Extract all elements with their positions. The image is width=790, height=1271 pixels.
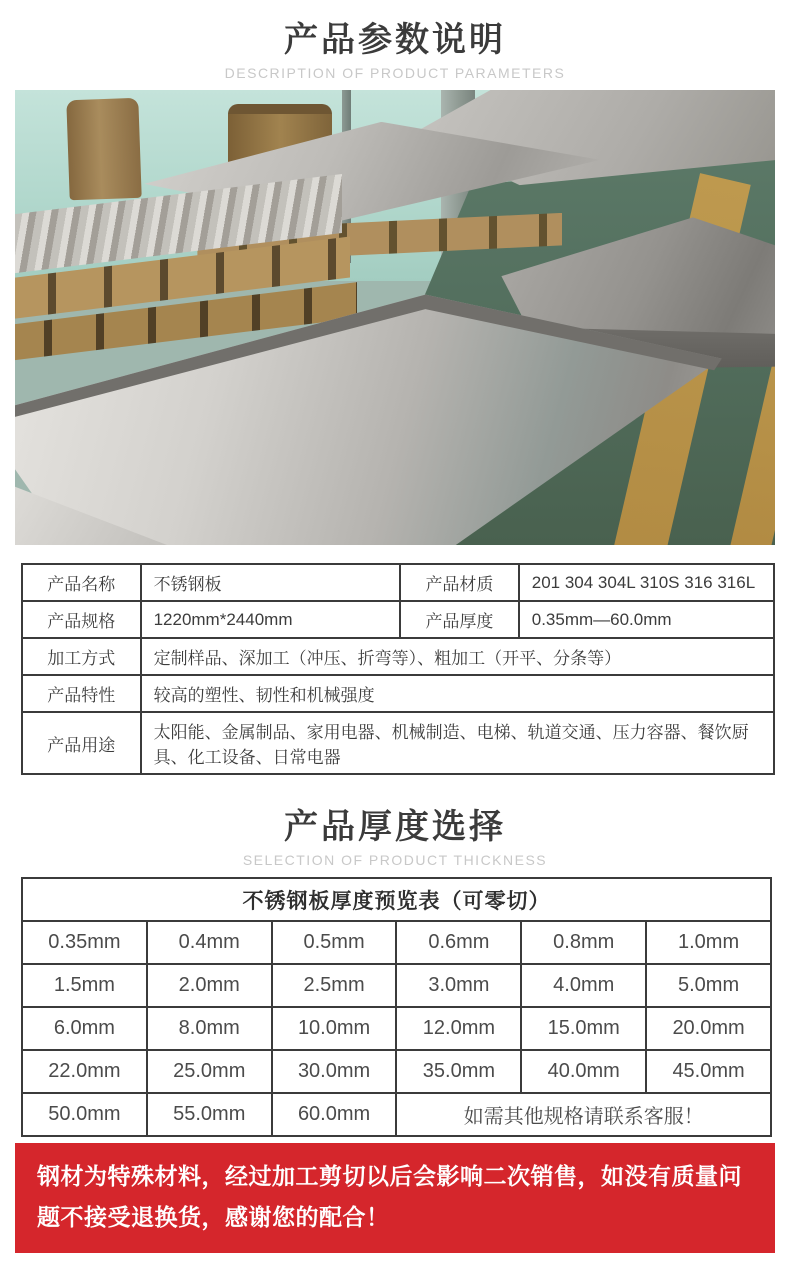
table-row	[22, 964, 771, 1007]
thickness-cell: 40.0mm	[521, 1050, 646, 1093]
thickness-cell: 20.0mm	[646, 1007, 771, 1050]
thickness-cell: 3.0mm	[396, 964, 521, 1007]
thickness-cell: 1.5mm	[22, 964, 147, 1007]
thickness-cell: 1.0mm	[646, 921, 771, 964]
thickness-cell: 12.0mm	[396, 1007, 521, 1050]
thickness-cell: 30.0mm	[272, 1050, 397, 1093]
table-row	[22, 1093, 771, 1136]
thickness-cell: 0.8mm	[521, 921, 646, 964]
product-params-table	[21, 563, 775, 775]
thickness-cell: 2.0mm	[147, 964, 272, 1007]
thickness-cell: 15.0mm	[521, 1007, 646, 1050]
param-label: 加工方式	[22, 638, 141, 675]
thickness-table-title: 不锈钢板厚度预览表（可零切）	[22, 878, 771, 921]
thickness-cell: 0.35mm	[22, 921, 147, 964]
thickness-cell: 10.0mm	[272, 1007, 397, 1050]
table-row	[22, 601, 774, 638]
param-value: 1220mm*2440mm	[141, 601, 401, 638]
thickness-cell: 2.5mm	[272, 964, 397, 1007]
thickness-table	[21, 877, 772, 1137]
thickness-cell: 4.0mm	[521, 964, 646, 1007]
table-row	[22, 921, 771, 964]
params-section-subtitle: DESCRIPTION OF PRODUCT PARAMETERS	[224, 65, 566, 81]
param-label: 产品材质	[400, 564, 519, 601]
thickness-cell: 22.0mm	[22, 1050, 147, 1093]
table-row	[22, 675, 774, 712]
thickness-cell: 45.0mm	[646, 1050, 771, 1093]
thickness-cell: 8.0mm	[147, 1007, 272, 1050]
table-row	[22, 564, 774, 601]
table-row	[22, 1050, 771, 1093]
table-header-row	[22, 878, 771, 921]
thickness-cell: 0.4mm	[147, 921, 272, 964]
param-label: 产品用途	[22, 712, 141, 774]
thickness-cell: 5.0mm	[646, 964, 771, 1007]
param-value: 0.35mm—60.0mm	[519, 601, 774, 638]
param-value: 不锈钢板	[141, 564, 401, 601]
no-return-notice: 钢材为特殊材料，经过加工剪切以后会影响二次销售，如没有质量问题不接受退换货，感谢您的配合！	[15, 1143, 775, 1253]
param-label: 产品名称	[22, 564, 141, 601]
thickness-cell: 25.0mm	[147, 1050, 272, 1093]
thickness-section-subtitle: SELECTION OF PRODUCT THICKNESS	[242, 852, 548, 868]
thickness-cell: 60.0mm	[272, 1093, 397, 1136]
param-value: 定制样品、深加工（冲压、折弯等）、粗加工（开平、分条等）	[141, 638, 774, 675]
param-label: 产品规格	[22, 601, 141, 638]
section-header-thickness	[0, 775, 790, 868]
thickness-cell: 50.0mm	[22, 1093, 147, 1136]
thickness-cell: 6.0mm	[22, 1007, 147, 1050]
table-row	[22, 712, 774, 774]
thickness-cell: 35.0mm	[396, 1050, 521, 1093]
table-row	[22, 1007, 771, 1050]
params-section-title: 产品参数说明	[284, 21, 506, 59]
param-label: 产品厚度	[400, 601, 519, 638]
warehouse-photo	[15, 90, 775, 545]
table-row	[22, 638, 774, 675]
thickness-cell: 0.5mm	[272, 921, 397, 964]
param-label: 产品特性	[22, 675, 141, 712]
param-value: 太阳能、金属制品、家用电器、机械制造、电梯、轨道交通、压力容器、餐饮厨具、化工设备、日常电器	[141, 712, 774, 774]
section-header-params	[0, 0, 790, 81]
photo-barrel	[66, 98, 141, 201]
thickness-cell: 55.0mm	[147, 1093, 272, 1136]
thickness-section-title: 产品厚度选择	[284, 808, 506, 846]
contact-service-note: 如需其他规格请联系客服！	[396, 1093, 771, 1136]
param-value: 较高的塑性、韧性和机械强度	[141, 675, 774, 712]
thickness-cell: 0.6mm	[396, 921, 521, 964]
param-value: 201 304 304L 310S 316 316L	[519, 564, 774, 601]
